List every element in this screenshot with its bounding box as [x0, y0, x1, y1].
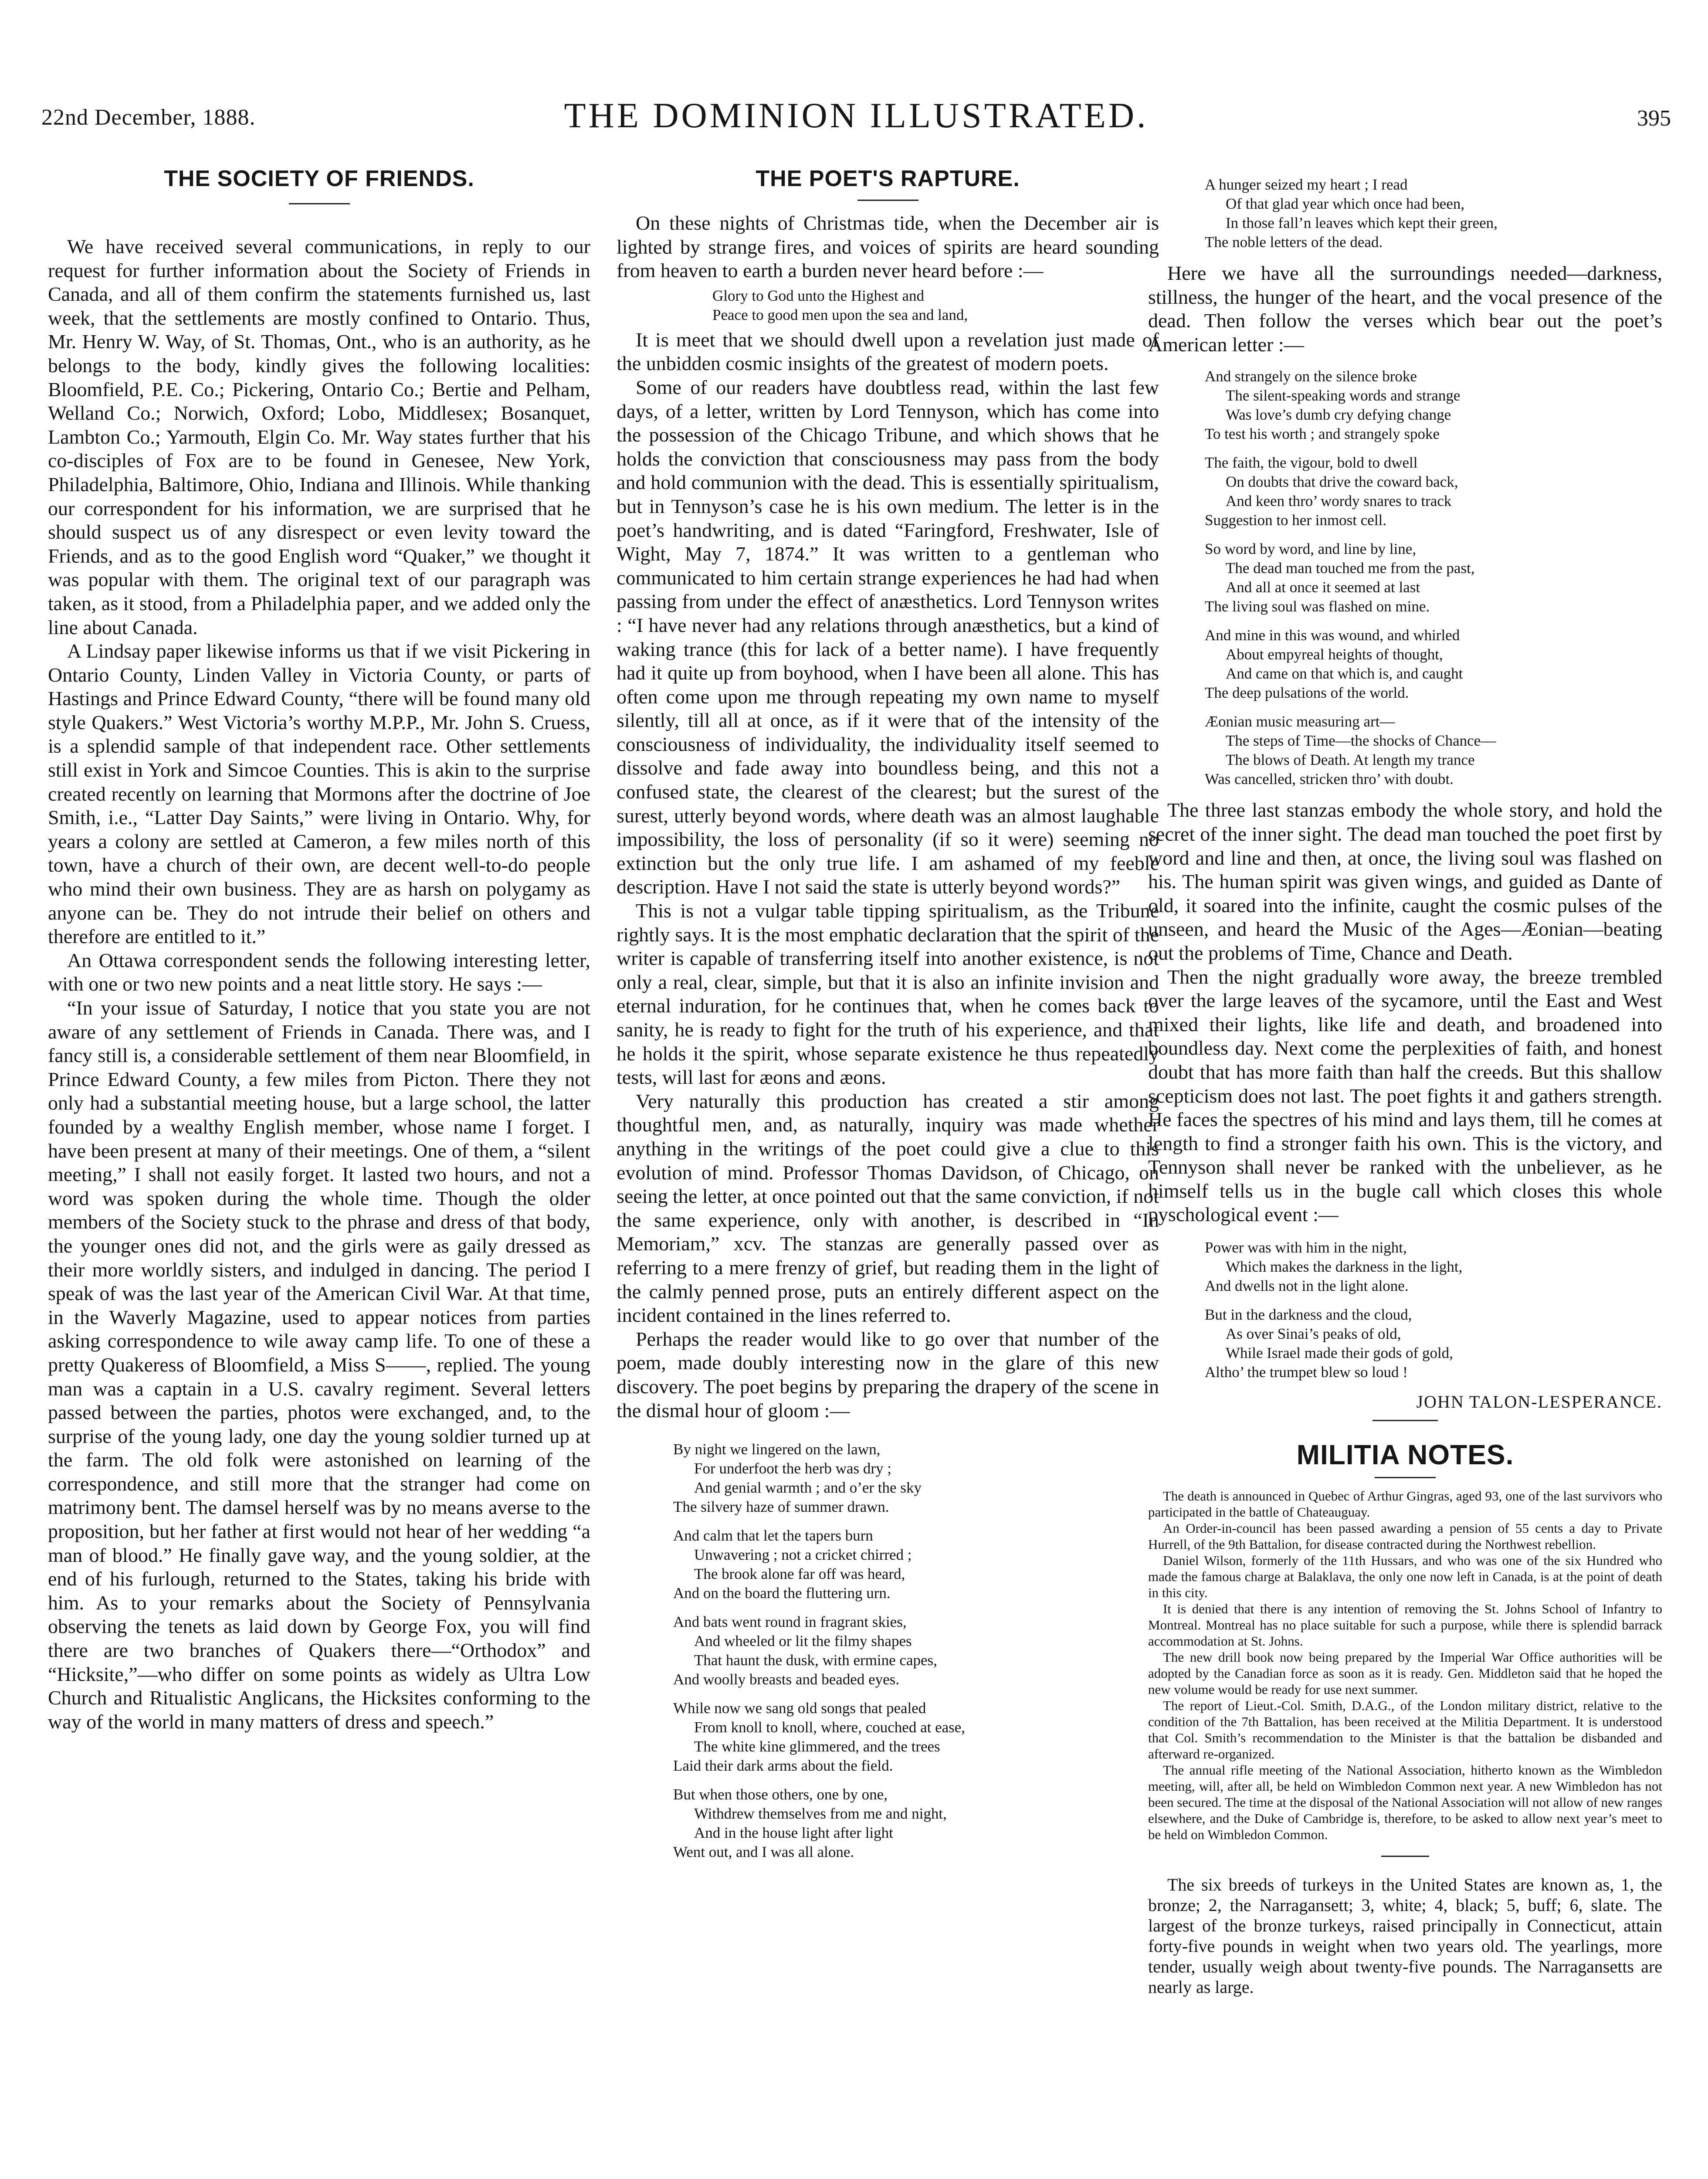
publication-title: THE DOMINION ILLUSTRATED.	[564, 95, 1149, 135]
poem	[1148, 367, 1662, 789]
verse-line: A hunger seized my heart ; I read	[1205, 176, 1408, 193]
verse-line: And mine in this was wound, and whirled	[1205, 627, 1460, 644]
stanza	[673, 1785, 1159, 1862]
paragraph: It is meet that we should dwell upon a revelation just made of the unbidden cosmic insights of the greatest of modern poets.	[617, 328, 1159, 375]
paragraph: Then the night gradually wore away, the breeze trembled over the large leaves of the sycamore, until the East and West mixed their lights, like life and death, and broadened into boundless day. Next come the perplexities of faith, and honest doubt that has more faith than half the creeds. But this shallow scepticism does not last. The poet fights it and gathers strength. He faces the spectres of his mind and lays them, till he comes at length to find a stronger faith his own. This is the victory, and Tennyson shall never be ranked with the unbeliever, as he himself tells us in the bugle call which closes this whole pyschological event :—	[1148, 965, 1662, 1226]
poem	[1148, 1238, 1662, 1382]
section-divider	[1372, 1420, 1438, 1421]
verse-line: That haunt the dusk, with ermine capes,	[694, 1652, 937, 1669]
verse-line: So word by word, and line by line,	[1205, 540, 1417, 558]
verse-line: On doubts that drive the coward back,	[1226, 473, 1458, 491]
verse-line: From knoll to knoll, where, couched at ease,	[694, 1719, 966, 1736]
paragraph: We have received several communications, in reply to our request for further information about the Society of Friends in Canada, and all of them confirm the statements furnished us, last week, that the settlements are mostly confined to Ontario. Thus, Mr. Henry W. Way, of St. Thomas, Ont., who is an authority, as he belongs to the body, kindly gives the following localities: Bloomfield, P.E. Co.; Pickering, Ontario Co.; Bertie and Pelham, Welland Co.; Norwich, Oxford; Lobo, Middlesex; Bosanquet, Lambton Co.; Yarmouth, Elgin Co. Mr. Way states further that his co-disciples of Fox are to be found in Genesee, New York, Philadelphia, Baltimore, Ohio, Indiana and Illinois. While thanking our correspondent for his information, we are surprised that he should suspect us of any disrespect or even levity toward the Friends, and as to the good English word “Quaker,” we thought it was popular with them. The original text of our paragraph was taken, as it stood, from a Philadelphia paper, and we added only the line about Canada.	[48, 235, 590, 638]
paragraph: A Lindsay paper likewise informs us that if we visit Pickering in Ontario County, Linden Valley in Victoria County, or parts of Hastings and Prince Edward County, “there will be found many old style Quakers.” West Victoria’s worthy M.P.P., Mr. John S. Cruess, is a splendid sample of that independent race. Other settlements still exist in York and Simcoe Counties. This is akin to the surprise created recently on learning that Mormons after the doctrine of Joe Smith, i.e., “Latter Day Saints,” were living in Ontario. Why, for years a colony are settled at Cameron, a few miles north of this town, have a church of their own, are decent well-to-do people who mind their own business. They are as harsh on polygamy as anyone can be. They do not intrude their belief on others and therefore are entitled to it.”	[48, 640, 590, 948]
news-item: The report of Lieut.-Col. Smith, D.A.G., of the London military district, relative to the condition of the 7th Battalion, has been received at the Militia Department. It is understood that Col. Smith’s recommendation to the Minister is that the battalion be disbanded and afterward re-organized.	[1148, 1698, 1662, 1762]
paragraph: An Ottawa correspondent sends the following interesting letter, with one or two new points and a neat little story. He says :—	[48, 949, 590, 995]
stanza	[1205, 712, 1662, 789]
paragraph: Some of our readers have doubtless read, within the last few days, of a letter, written by Lord Tennyson, which has come into the possession of the Chicago Tribune, and which shows that he holds the conviction that consciousness may pass from the body and hold communion with the dead. This is essentially spiritualism, but in Tennyson’s case he is his own medium. The letter is in the poet’s handwriting, and is dated “Faringford, Freshwater, Isle of Wight, May 7, 1874.” It was written to a gentleman who communicated to him certain strange experiences he had had when passing from under the effect of anæsthetics. Lord Tennyson writes : “I have never had any relations through anæsthetics, but a kind of waking trance (this for lack of a better name). I have frequently had it quite up from boyhood, when I have been all alone. This has often come upon me through repeating my own name to myself silently, till all at once, as if it were that of the intensity of the consciousness of individuality, the individuality itself seemed to dissolve and fade away into boundless being, and this not a confused state, the clearest of the clearest; but the surest of the surest, utterly beyond words, where death was an almost laughable impossibility, the loss of personality (if so it were) seeming no extinction but the only true life. I am ashamed of my feeble description. Have I not said the state is utterly beyond words?”	[617, 376, 1159, 898]
verse-line: And calm that let the tapers burn	[673, 1527, 873, 1544]
verse-line: Of that glad year which once had been,	[1226, 195, 1465, 212]
verse-line: The white kine glimmered, and the trees	[694, 1738, 940, 1755]
author-signature: JOHN TALON-LESPERANCE.	[1416, 1392, 1662, 1412]
verse-line: Æonian music measuring art—	[1205, 713, 1395, 730]
quote	[617, 286, 1159, 325]
stanza	[1205, 1305, 1662, 1382]
paragraph: Perhaps the reader would like to go over that number of the poem, made doubly interesting now in the glare of this new discovery. The poet begins by preparing the drapery of the scene in the dismal hour of gloom :—	[617, 1327, 1159, 1422]
verse-line: And wheeled or lit the filmy shapes	[694, 1633, 912, 1650]
verse-line: The noble letters of the dead.	[1205, 234, 1383, 251]
stanza	[1205, 367, 1662, 444]
news-item: It is denied that there is any intention of removing the St. Johns School of Infantry to Montreal. Montreal has no place suitable for such a purpose, while there is splendid barrack accommodation at St. Johns.	[1148, 1601, 1662, 1649]
poem	[1148, 175, 1662, 252]
paragraph: On these nights of Christmas tide, when the December air is lighted by strange fires, and voices of spirits are heard sounding from heaven to earth a burden never heard before :—	[617, 212, 1159, 282]
paragraph: “In your issue of Saturday, I notice that you state you are not aware of any settlement of Friends in Canada. There was, and I fancy still is, a considerable settlement of them near Bloomfield, in Prince Edward County, a few miles from Picton. There they not only had a substantial meeting house, but a large school, the latter founded by a wealthy English member, whose name I forget. I have been present at many of their meetings. One of them, a “silent meeting,” I shall not easily forget. It lasted two hours, and not a word was spoken during the whole time. Though the older members of the Society stuck to the phrase and dress of that body, the younger ones did not, and the girls were as gaily dressed as their more worldly sisters, and indulged in dancing. The period I speak of was the last year of the American Civil War. At that time, in the Waverly Magazine, used to appear notices from parties asking correspondence to wile away camp life. To one of these a pretty Quakeress of Bloomfield, a Miss S——, replied. The young man was a captain in a U.S. cavalry regiment. Several letters passed between the parties, photos were exchanged, and, to the surprise of the young lady, one day the young soldier turned up at the farm. The old folk were astonished on learning of the correspondence, and still more that the stranger had come on matrimony bent. The damsel herself was by no means averse to the proposition, but her father at first would not hear of her wedding “a man of blood.” He finally gave way, and the young soldier, at the end of his furlough, returned to the States, taking his bride with him. As to your remarks about the Society of Pennsylvania observing the tenets as laid down by George Fox, you will find there are two branches of Quakers there—“Orthodox” and “Hicksite,”—who differ on some points as widely as Ultra Low Church and Ritualistic Anglicans, the Hicksites conforming to the way of the world in many matters of dress and speech.”	[48, 997, 590, 1733]
verse-line: The brook alone far off was heard,	[694, 1565, 905, 1583]
verse-line: Altho’ the trumpet blew so loud !	[1205, 1364, 1408, 1381]
stanza	[673, 1440, 1159, 1517]
section-divider	[1381, 1856, 1429, 1857]
verse-line: And bats went round in fragrant skies,	[673, 1613, 907, 1631]
quote-line: Glory to God unto the Highest and	[712, 287, 925, 304]
verse-line: And dwells not in the light alone.	[1205, 1277, 1409, 1295]
verse-line: As over Sinai’s peaks of old,	[1226, 1325, 1401, 1343]
news-item: Daniel Wilson, formerly of the 11th Hussars, and who was one of the six Hundred who made the famous charge at Balaklava, the only one now left in Canada, is at the point of death in this city.	[1148, 1553, 1662, 1601]
stanza	[1205, 540, 1662, 616]
masthead	[41, 95, 1671, 143]
page-number: 395	[1637, 106, 1671, 131]
stanza	[673, 1699, 1159, 1775]
news-item: The annual rifle meeting of the National Association, hitherto known as the Wimbledon meeting, will, after all, be held on Wimbledon Common next year. A new Wimbledon has not been secured. The time at the disposal of the National Association will not allow of new ranges elsewhere, and the Duke of Cambridge is, therefore, to be asked to allow next year’s meet to be held on Wimbledon Common.	[1148, 1762, 1662, 1843]
column-society-of-friends	[48, 166, 590, 1734]
verse-line: About empyreal heights of thought,	[1226, 646, 1443, 663]
verse-line: While now we sang old songs that pealed	[673, 1700, 926, 1717]
paragraph: This is not a vulgar table tipping spiritualism, as the Tribune rightly says. It is the most emphatic declaration that the spirit of the writer is capable of transferring itself into another existence, is not only a real, clear, simple, but that it is also an infinite invision and eternal induration, for he continues that, when he comes back to sanity, he is ready to fight for the truth of his experience, and that he holds it the spirit, whose separate existence he thus repeatedly tests, will last for æons and æons.	[617, 899, 1159, 1089]
verse-line: And woolly breasts and beaded eyes.	[673, 1671, 900, 1688]
article-title: THE SOCIETY OF FRIENDS.	[164, 166, 474, 191]
verse-line: And strangely on the silence broke	[1205, 368, 1417, 385]
verse-line: Suggestion to her inmost cell.	[1205, 512, 1387, 529]
verse-line: But in the darkness and the cloud,	[1205, 1306, 1412, 1324]
title-rule	[857, 200, 918, 201]
verse-line: Went out, and I was all alone.	[673, 1843, 854, 1861]
verse-line: To test his worth ; and strangely spoke	[1205, 425, 1440, 443]
verse-line: Withdrew themselves from me and night,	[694, 1805, 947, 1823]
stanza	[673, 1526, 1159, 1603]
verse-line: Which makes the darkness in the light,	[1226, 1258, 1463, 1276]
stanza	[1205, 453, 1662, 530]
verse-line: The faith, the vigour, bold to dwell	[1205, 454, 1418, 472]
verse-line: Power was with him in the night,	[1205, 1239, 1407, 1256]
verse-line: Laid their dark arms about the field.	[673, 1757, 893, 1775]
verse-line: The silvery haze of summer drawn.	[673, 1498, 889, 1516]
verse-line: The dead man touched me from the past,	[1226, 560, 1475, 577]
verse-line: And all at once it seemed at last	[1226, 579, 1420, 596]
verse-line: And keen thro’ wordy snares to track	[1226, 492, 1452, 510]
stanza	[1205, 175, 1662, 252]
verse-line: By night we lingered on the lawn,	[673, 1441, 881, 1458]
quote-line: Peace to good men upon the sea and land,	[712, 306, 968, 323]
verse-line: The silent-speaking words and strange	[1226, 387, 1461, 404]
paragraph: Here we have all the surroundings needed—darkness, stillness, the hunger of the heart, and the vocal presence of the dead. Then follow the verses which bear out the poet’s American letter :—	[1148, 262, 1662, 356]
verse-line: And in the house light after light	[694, 1824, 893, 1842]
stanza	[1205, 626, 1662, 703]
paragraph: Very naturally this production has created a stir among thoughtful men, and, as naturally, inquiry was made whether anything in the writings of the poet could give a clue to this evolution of mind. Professor Thomas Davidson, of Chicago, on seeing the letter, at once pointed out that the same conviction, if not the same experience, only with another, is described in “In Memoriam,” xcv. The stanzas are generally passed over as referring to a mere frenzy of grief, but reading them in the light of the calmly penned prose, puts an entirely different aspect on the incident contained in the lines referred to.	[617, 1090, 1159, 1327]
column-poets-rapture	[617, 166, 1159, 1871]
verse-line: And came on that which is, and caught	[1226, 665, 1463, 682]
verse-line: Was love’s dumb cry defying change	[1226, 406, 1451, 424]
title-rule	[1375, 1477, 1436, 1478]
paragraph: The three last stanzas embody the whole story, and hold the secret of the inner sight. The dead man touched the poet first by word and line and then, at once, the living soul was flashed on his. The human spirit was given wings, and guided as Dante of old, it soared into the infinite, caught the cosmic pulses of the unseen, and heard the Music of the Ages—Æonian—beating out the problems of Time, Chance and Death.	[1148, 799, 1662, 964]
paragraph: The six breeds of turkeys in the United States are known as, 1, the bronze; 2, the Narragansett; 3, white; 4, black; 5, buff; 6, slate. The largest of the bronze turkeys, raised principally in Connecticut, attain forty-five pounds in weight when two years old. The yearlings, more tender, usually weigh about twenty-five pounds. The Narragansetts are nearly as large.	[1148, 1875, 1662, 1997]
poem	[617, 1440, 1159, 1862]
verse-line: The steps of Time—the shocks of Chance—	[1226, 732, 1496, 750]
verse-line: The living soul was flashed on mine.	[1205, 598, 1430, 615]
issue-date: 22nd December, 1888.	[41, 105, 256, 130]
verse-line: The blows of Death. At length my trance	[1226, 751, 1475, 769]
verse-line: And on the board the fluttering urn.	[673, 1585, 891, 1602]
news-item: The death is announced in Quebec of Arthur Gingras, aged 93, one of the last survivors who participated in the battle of Chateauguay.	[1148, 1488, 1662, 1520]
news-item: An Order-in-council has been passed awarding a pension of 55 cents a day to Private Hurrell, of the 9th Battalion, for disease contracted during the Northwest rebellion.	[1148, 1521, 1662, 1552]
column-continuation	[1148, 166, 1662, 1997]
news-item: The new drill book now being prepared by the Imperial War Office authorities will be adopted by the Canadian force as soon as it is ready. Gen. Middleton said that he hoped the new volume would be ready for use next summer.	[1148, 1650, 1662, 1697]
verse-line: For underfoot the herb was dry ;	[694, 1460, 891, 1477]
verse-line: While Israel made their gods of gold,	[1226, 1344, 1453, 1362]
section-title: MILITIA NOTES.	[1296, 1439, 1514, 1471]
stanza	[673, 1612, 1159, 1689]
verse-line: Unwavering ; not a cricket chirred ;	[694, 1546, 912, 1564]
verse-line: But when those others, one by one,	[673, 1786, 888, 1803]
verse-line: Was cancelled, stricken thro’ with doubt.	[1205, 770, 1454, 788]
verse-line: In those fall’n leaves which kept their green,	[1226, 214, 1498, 231]
title-rule	[289, 203, 350, 204]
stanza	[1205, 1238, 1662, 1296]
verse-line: And genial warmth ; and o’er the sky	[694, 1479, 922, 1497]
article-title: THE POET'S RAPTURE.	[756, 166, 1020, 191]
verse-line: The deep pulsations of the world.	[1205, 684, 1409, 702]
